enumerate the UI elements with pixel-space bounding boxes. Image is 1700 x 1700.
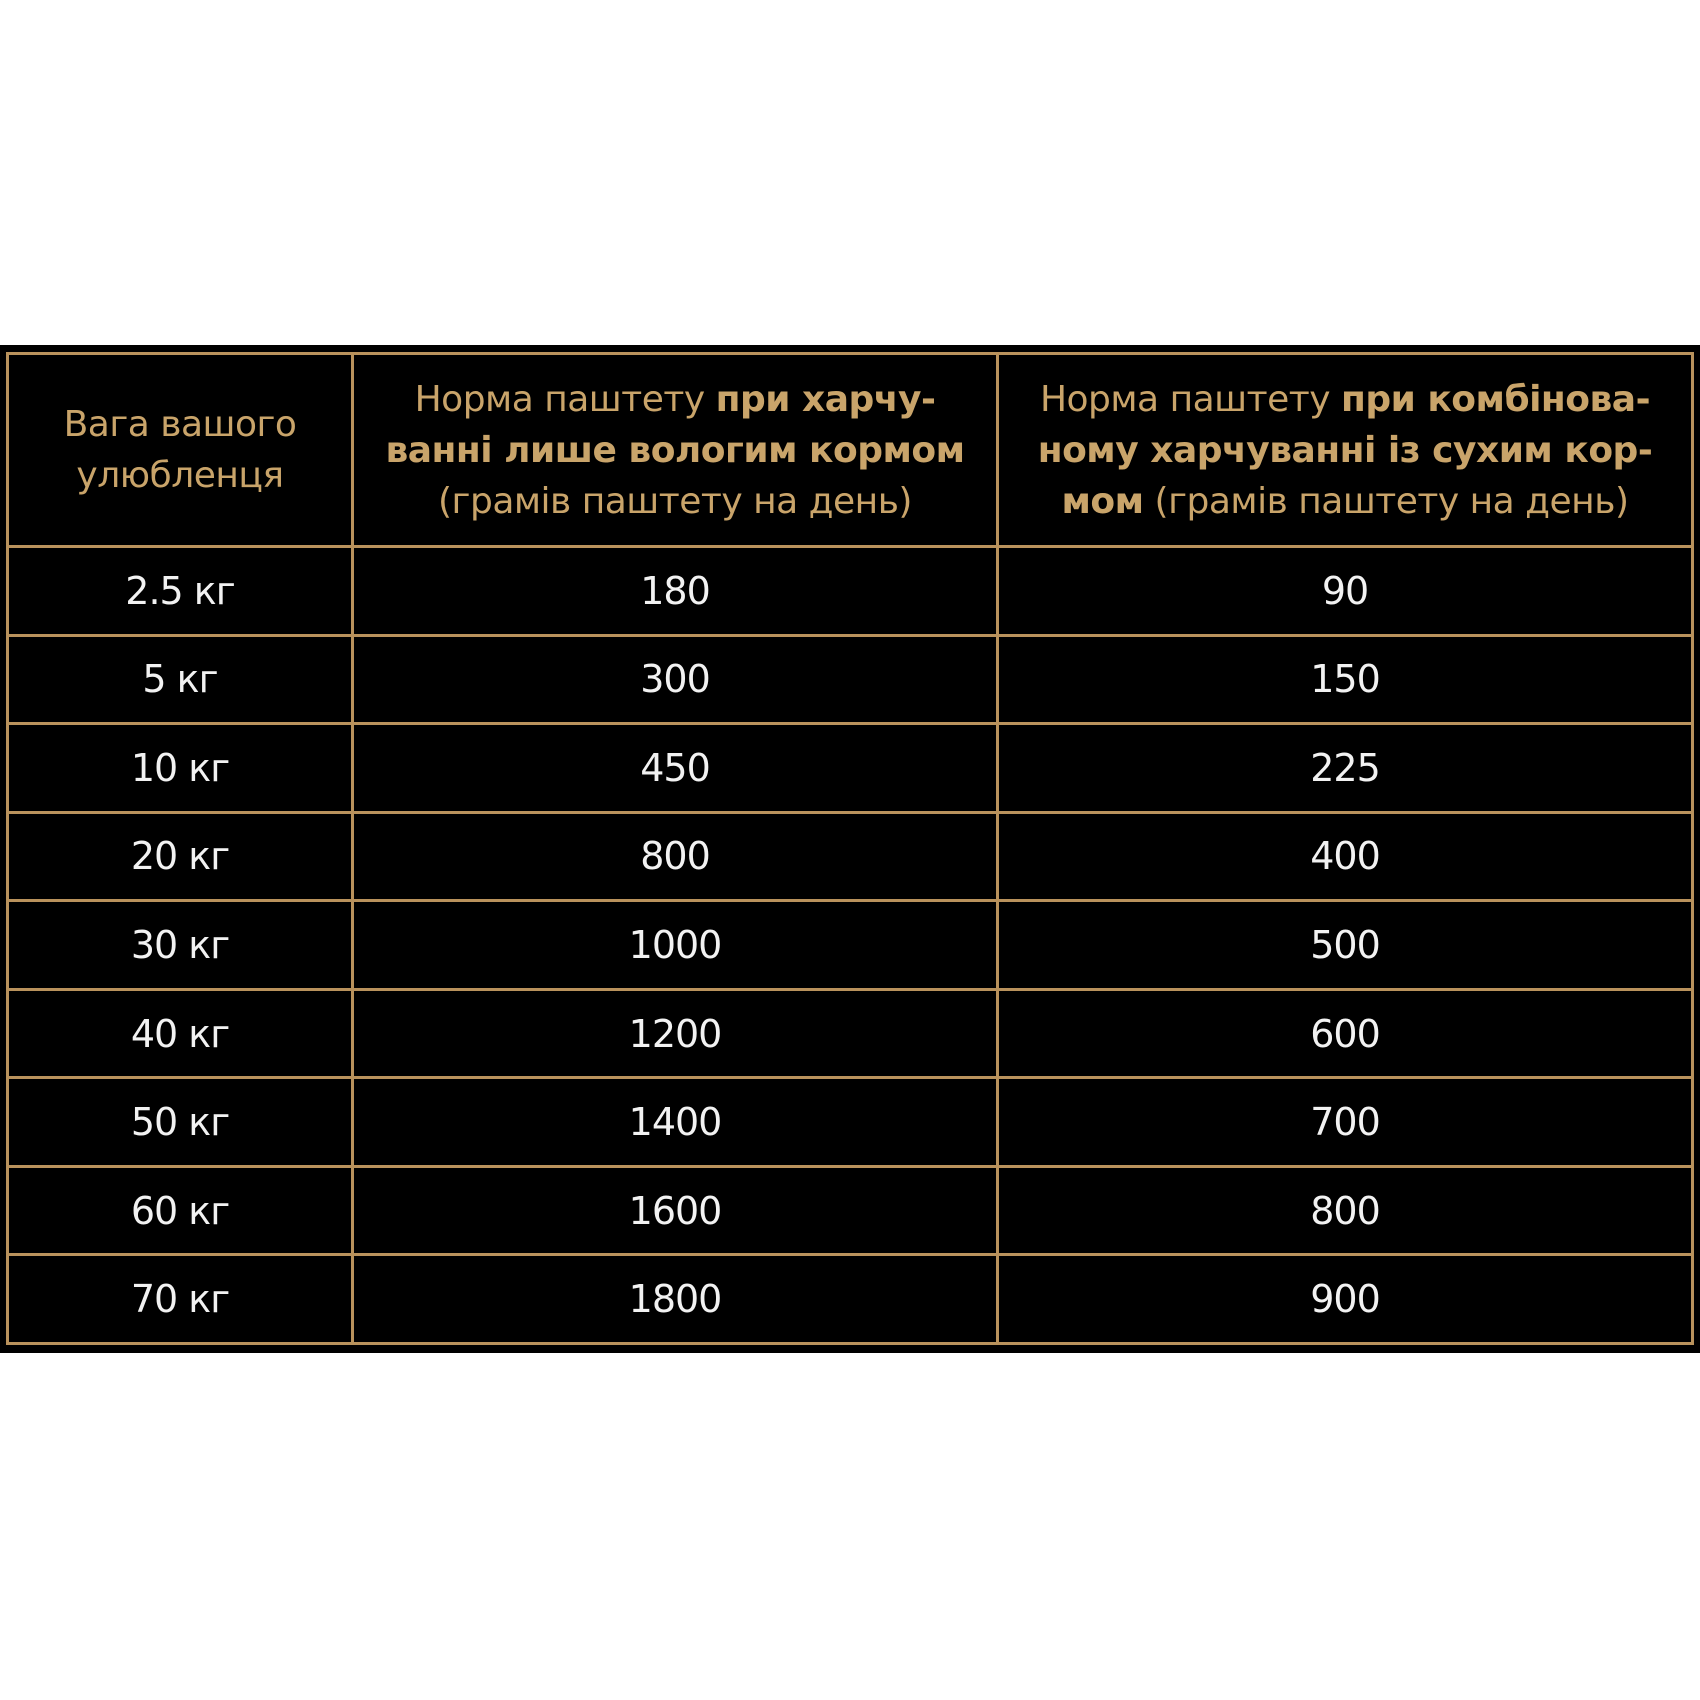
cell-weight: 30 кг	[8, 901, 353, 990]
header-pet-weight	[8, 354, 353, 547]
cell-combined: 600	[998, 989, 1693, 1078]
cell-wet-only: 180	[353, 547, 998, 636]
header-wet-bold-1: при харчу-	[715, 378, 936, 420]
feeding-table-panel	[0, 345, 1700, 1353]
cell-combined: 400	[998, 812, 1693, 901]
feeding-norms-table	[6, 352, 1694, 1345]
cell-weight: 60 кг	[8, 1166, 353, 1255]
cell-weight: 10 кг	[8, 724, 353, 813]
cell-weight: 20 кг	[8, 812, 353, 901]
table-row	[8, 1078, 1693, 1167]
table-row	[8, 724, 1693, 813]
header-wet-normal-1: Норма паштету	[414, 378, 716, 420]
cell-weight: 50 кг	[8, 1078, 353, 1167]
cell-wet-only: 1600	[353, 1166, 998, 1255]
cell-combined: 800	[998, 1166, 1693, 1255]
table-row	[8, 812, 1693, 901]
table-row	[8, 1166, 1693, 1255]
table-row	[8, 901, 1693, 990]
cell-combined: 150	[998, 635, 1693, 724]
cell-wet-only: 1400	[353, 1078, 998, 1167]
header-combined-bold-3: мом	[1061, 480, 1144, 522]
header-pet-weight-line2: улюбленця	[76, 455, 284, 496]
table-row	[8, 635, 1693, 724]
cell-weight: 40 кг	[8, 989, 353, 1078]
header-combined-normal-2: (грамів паштету на день)	[1143, 480, 1629, 522]
cell-wet-only: 800	[353, 812, 998, 901]
table-row	[8, 547, 1693, 636]
header-wet-food-only	[353, 354, 998, 547]
header-pet-weight-line1: Вага вашого	[63, 404, 297, 445]
cell-wet-only: 1000	[353, 901, 998, 990]
cell-combined: 700	[998, 1078, 1693, 1167]
header-combined-bold-1: при комбінова-	[1340, 378, 1651, 420]
cell-combined: 900	[998, 1255, 1693, 1344]
table-header-row	[8, 354, 1693, 547]
cell-wet-only: 1800	[353, 1255, 998, 1344]
header-wet-bold-2: ванні лише вологим кормом	[385, 429, 965, 471]
cell-weight: 5 кг	[8, 635, 353, 724]
cell-combined: 500	[998, 901, 1693, 990]
cell-weight: 2.5 кг	[8, 547, 353, 636]
table-row	[8, 1255, 1693, 1344]
cell-wet-only: 450	[353, 724, 998, 813]
header-combined-normal-1: Норма паштету	[1039, 378, 1341, 420]
header-wet-normal-2: (грамів паштету на день)	[438, 480, 912, 522]
cell-combined: 225	[998, 724, 1693, 813]
cell-combined: 90	[998, 547, 1693, 636]
cell-wet-only: 300	[353, 635, 998, 724]
header-combined-feeding	[998, 354, 1693, 547]
header-combined-bold-2: ному харчуванні із сухим кор-	[1037, 429, 1653, 471]
table-row	[8, 989, 1693, 1078]
cell-wet-only: 1200	[353, 989, 998, 1078]
cell-weight: 70 кг	[8, 1255, 353, 1344]
